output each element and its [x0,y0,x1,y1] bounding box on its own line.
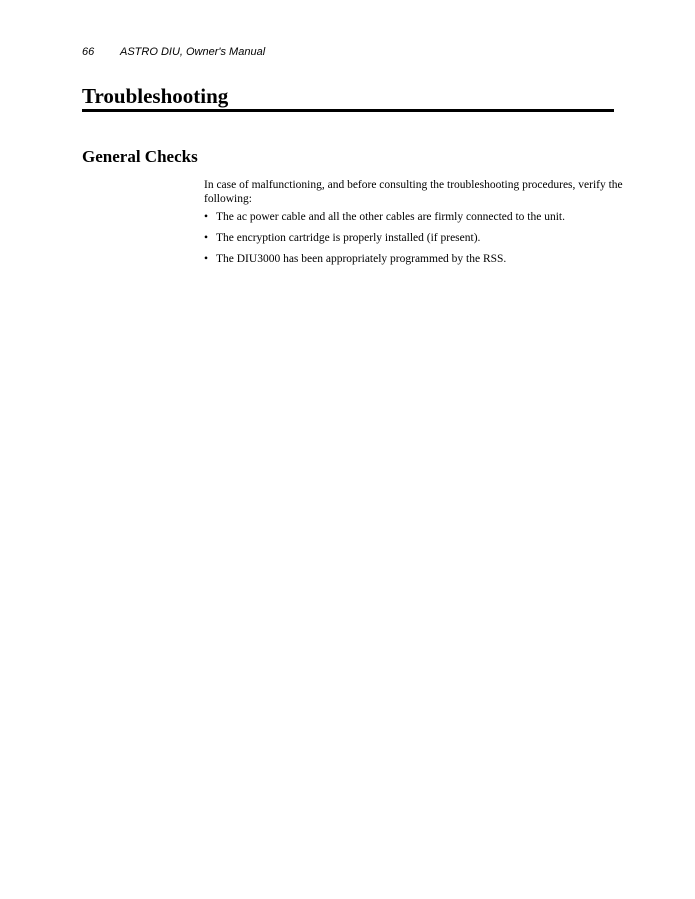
chapter-title: Troubleshooting [82,84,229,108]
bullet-icon: • [204,232,209,244]
list-item [204,210,624,224]
list-item-text: The ac power cable and all the other cables are firmly connected to the unit. [216,211,565,223]
bullet-icon: • [204,253,209,265]
section-body [204,178,624,273]
intro-paragraph: In case of malfunctioning, and before consulting the troubleshooting procedures, verify the following: [204,179,623,205]
section-title: General Checks [82,147,198,166]
list-item-text: The DIU3000 has been appropriately programmed by the RSS. [216,253,507,265]
chapter-title-rule [82,109,614,112]
manual-title: ASTRO DIU, Owner's Manual [120,46,266,58]
list-item [204,231,624,245]
running-header [82,45,265,59]
bullet-icon: • [204,211,209,223]
check-list [204,210,624,266]
list-item [204,252,624,266]
page-number: 66 [82,46,95,58]
list-item-text: The encryption cartridge is properly installed (if present). [216,232,481,244]
